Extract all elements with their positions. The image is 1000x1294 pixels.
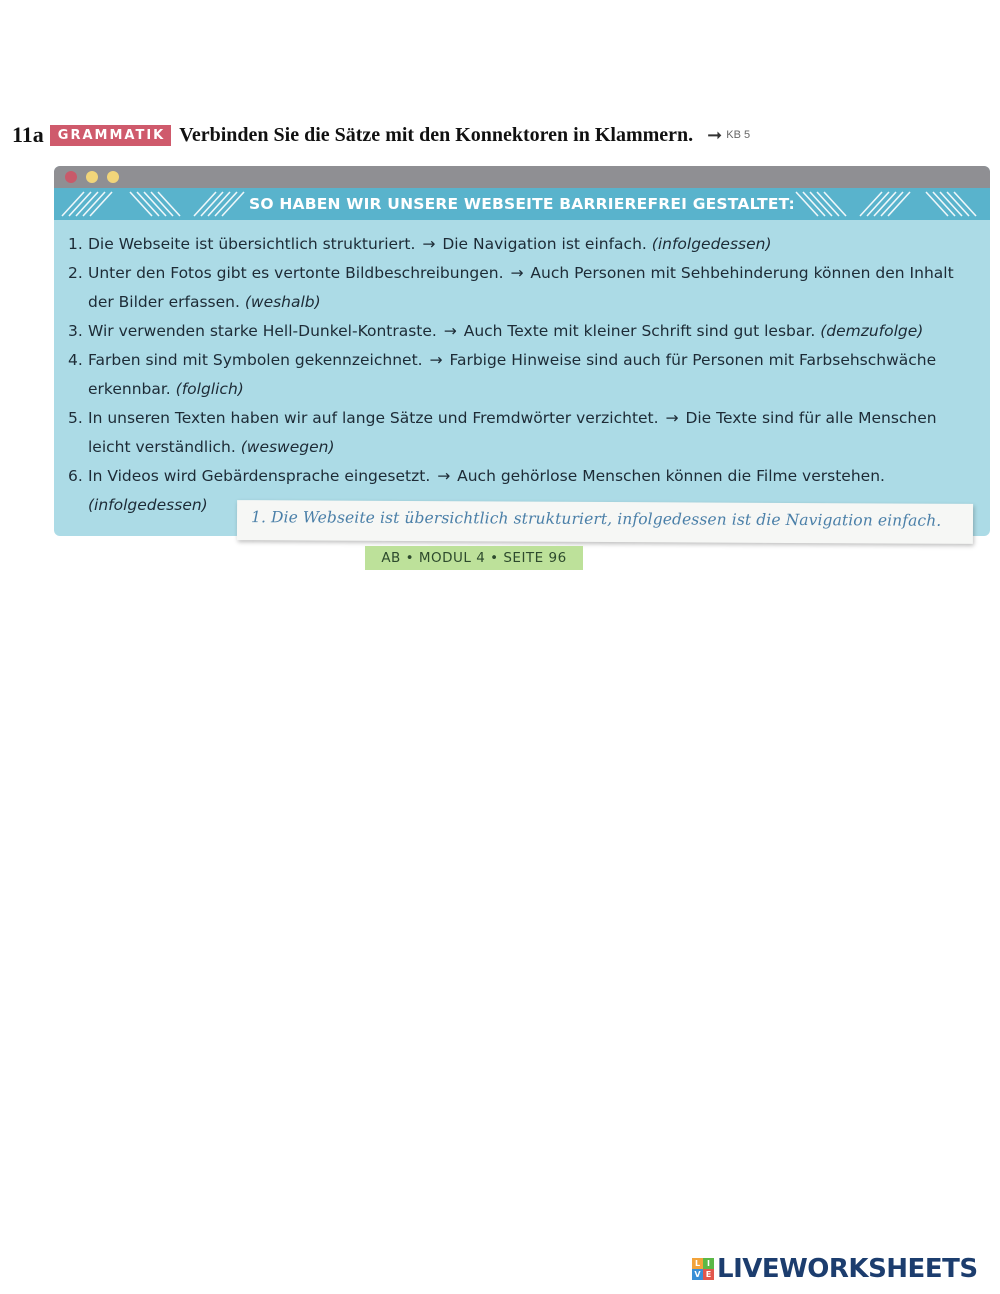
window-dot-red-icon — [65, 171, 77, 183]
browser-mockup-panel — [54, 166, 990, 536]
sentence-text: In unseren Texten haben wir auf lange Sätze und Fremdwörter verzichtet. — [88, 409, 659, 427]
arrow-right-icon: → — [422, 235, 436, 253]
logo-tile: E — [703, 1269, 714, 1280]
sentence-text: Wir verwenden starke Hell-Dunkel-Kontraste. — [88, 322, 437, 340]
sentence-text: Die Webseite ist übersichtlich strukturiert. — [88, 235, 416, 253]
sentence-number: 1. — [68, 235, 83, 253]
sentence-text: Farben sind mit Symbolen gekennzeichnet. — [88, 351, 423, 369]
banner — [54, 188, 990, 220]
sentence-result: Die Navigation ist einfach. — [442, 235, 647, 253]
kb-reference: KB 5 — [726, 129, 751, 141]
arrow-right-icon: → — [510, 264, 524, 282]
brand-name: LIVEWORKSHEETS — [717, 1254, 978, 1284]
sentence-item — [68, 404, 978, 462]
sentence-body — [88, 404, 978, 462]
arrow-right-icon: → — [665, 409, 679, 427]
liveworksheets-logo-icon — [692, 1258, 714, 1280]
sentence-number: 2. — [68, 264, 83, 282]
brand-logo — [692, 1254, 978, 1284]
connector-hint: (weshalb) — [244, 293, 321, 311]
sentence-text: In Videos wird Gebärdensprache eingesetzt. — [88, 467, 431, 485]
task-header — [12, 120, 750, 150]
sentence-result: Auch Texte mit kleiner Schrift sind gut lesbar. — [463, 322, 816, 340]
connector-hint: (demzufolge) — [820, 322, 924, 340]
sentence-item — [68, 230, 978, 259]
sentence-list — [68, 230, 978, 520]
module-badge: AB • MODUL 4 • SEITE 96 — [365, 546, 583, 570]
sentence-item — [68, 346, 978, 404]
sentence-body — [88, 259, 978, 317]
sentence-body — [88, 317, 978, 346]
arrow-right-icon: → — [429, 351, 443, 369]
sentence-number: 5. — [68, 409, 83, 427]
sentence-body — [88, 230, 978, 259]
arrow-right-icon: ➞ — [707, 124, 723, 145]
connector-hint: (folglich) — [175, 380, 244, 398]
logo-tile: V — [692, 1269, 703, 1280]
logo-tile: L — [692, 1258, 703, 1269]
sentence-result: Auch Personen mit Sehbehinderung können den Inhalt der Bilder erfassen. — [88, 264, 954, 311]
banner-title: SO HABEN WIR UNSERE WEBSEITE BARRIEREFREI GESTALTET: — [249, 195, 795, 213]
sentence-result: Die Texte sind für alle Menschen leicht verständlich. — [88, 409, 937, 456]
task-instruction: Verbinden Sie die Sätze mit den Konnektoren in Klammern. — [179, 123, 694, 146]
example-answer: 1. Die Webseite ist übersichtlich strukturiert, infolgedessen ist die Navigation einfach. — [250, 508, 942, 530]
example-answer-strip — [237, 500, 973, 544]
sentence-item — [68, 259, 978, 317]
task-number: 11a — [12, 122, 44, 147]
connector-hint: (weswegen) — [240, 438, 335, 456]
arrow-right-icon: → — [443, 322, 457, 340]
sentence-number: 6. — [68, 467, 83, 485]
sentence-result: Auch gehörlose Menschen können die Filme verstehen. — [457, 467, 885, 485]
sentence-number: 4. — [68, 351, 83, 369]
window-dot-yellow-icon — [107, 171, 119, 183]
sentence-body — [88, 346, 978, 404]
window-dot-yellow-icon — [86, 171, 98, 183]
sentence-text: Unter den Fotos gibt es vertonte Bildbeschreibungen. — [88, 264, 504, 282]
grammar-tag: GRAMMATIK — [50, 125, 171, 146]
sentence-number: 3. — [68, 322, 83, 340]
connector-hint: (infolgedessen) — [651, 235, 772, 253]
logo-tile: I — [703, 1258, 714, 1269]
sentence-result: Farbige Hinweise sind auch für Personen mit Farbsehschwäche erkennbar. — [88, 351, 937, 398]
connector-hint: (infolgedessen) — [88, 496, 208, 514]
sentence-item — [68, 317, 978, 346]
browser-titlebar — [54, 166, 990, 188]
arrow-right-icon: → — [437, 467, 451, 485]
